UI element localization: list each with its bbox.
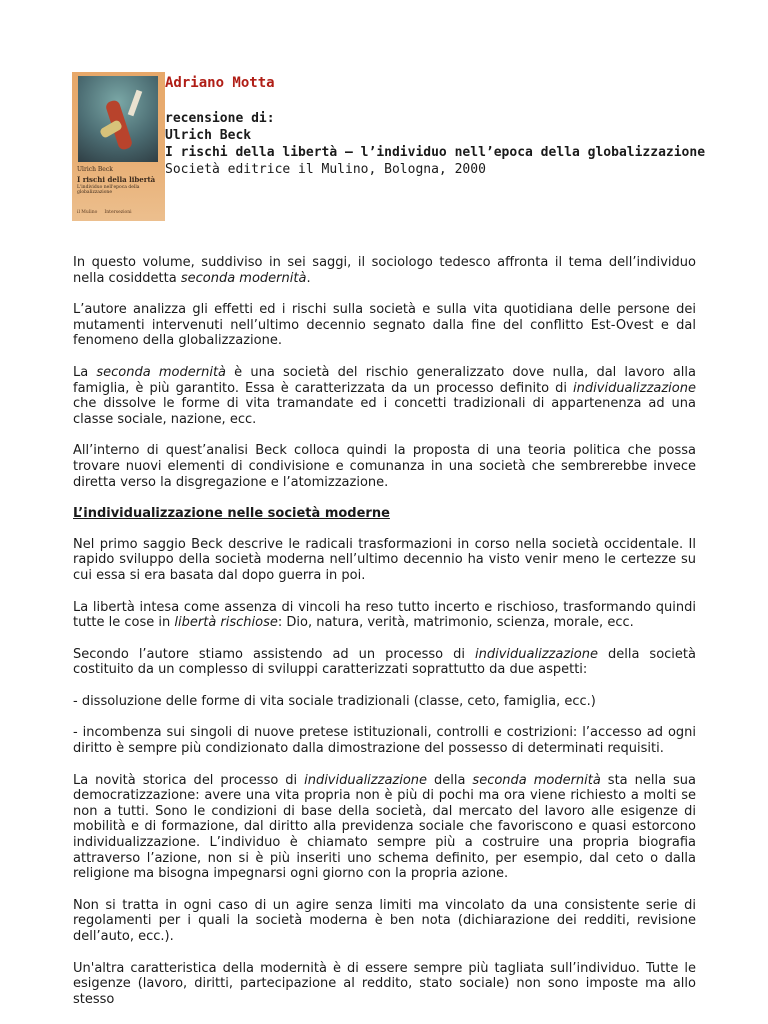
paragraph: [73, 365, 696, 427]
text-segment: Un'altra caratteristica della modernità è di essere sempre più tagliata sull’individuo. Tutte le esigenze (lavoro, diritti, partecipazione al reddito, stato sociale) non sono imposte ma allo stesso: [73, 960, 696, 1007]
book-cover: [72, 72, 165, 221]
text-segment: : Dio, natura, verità, matrimonio, scienza, morale, ecc.: [277, 615, 634, 631]
paragraph: [73, 961, 696, 1008]
text-segment: L’autore analizza gli effetti ed i rischi sulla società e sulla vita quotidiana delle persone dei mutamenti intervenuti nell’ultimo decennio segnato dalla fine del conflitto Est-Ovest e dal fenomeno della globalizzazione.: [73, 302, 696, 349]
text-segment: .: [306, 270, 311, 286]
cover-series: Intersezioni: [104, 210, 132, 215]
italic-text: seconda modernità: [180, 270, 307, 286]
paragraph: [73, 773, 696, 882]
paragraph: [73, 898, 696, 945]
italic-text: seconda modernità: [96, 364, 227, 380]
text-segment: che dissolve le forme di vita tramandate ed i concetti tradizionali di appartenenza ad una classe sociale, nazione, ecc.: [73, 396, 696, 427]
text-segment: - dissoluzione delle forme di vita sociale tradizionali (classe, ceto, famiglia, ecc.): [73, 693, 596, 709]
paragraph: [73, 725, 696, 756]
text-segment: - incombenza sui singoli di nuove pretese istituzionali, controlli e costrizioni: l’accesso ad ogni diritto è sempre più condizionato dalla dimostrazione del possesso di determinati requisiti.: [73, 725, 696, 757]
text-segment: della società costituito da un complesso di sviluppi caratterizzati soprattutto da due aspetti:: [73, 646, 696, 678]
paragraph: [73, 255, 696, 286]
review-label: recensione di:: [165, 111, 275, 126]
cover-photo: [78, 76, 158, 162]
paragraph: [73, 537, 696, 584]
cover-title: I rischi della libertà: [77, 175, 156, 184]
review-reference: [165, 110, 725, 178]
italic-text: seconda modernità: [472, 772, 601, 788]
paragraph: [73, 443, 696, 490]
review-author: Adriano Motta: [165, 75, 275, 91]
text-segment: sta nella sua democratizzazione: avere una vita propria non è più di pochi ma ora viene richiesto a molti se non a tutti. Sono le condizioni di base della società, dal mercato del lavoro alle esigenze di mobilità e di formazione, dal diritto alla previdenza sociale che favoriscono e quasi estorcono individualizzazione. L’individuo è chiamato sempre più a costruire una propria biografia attraverso l’azione, non si è più inseriti uno schema definito, per esempio, dal ceto o dalla religione ma bisogna impegnarsi ogni giorno con la propria azione.: [73, 772, 696, 882]
paragraph: [73, 647, 696, 678]
text-segment: è una società del rischio generalizzato dove nulla, dal lavoro alla famiglia, è più garantito. Essa è caratterizzata da un processo definito di: [73, 364, 696, 396]
paragraph: [73, 694, 696, 710]
cover-author: Ulrich Beck: [77, 166, 113, 173]
italic-text: individualizzazione: [573, 380, 696, 396]
cover-publisher: [77, 210, 132, 215]
text-segment: La: [73, 364, 97, 380]
italic-text: libertà rischiose: [174, 615, 278, 631]
section-heading: [73, 506, 696, 522]
paragraph: [73, 600, 696, 631]
text-segment: Nel primo saggio Beck descrive le radicali trasformazioni in corso nella società occidentale. Il rapido sviluppo della società moderna nell’ultimo decennio ha visto venir meno le certezze su cui essa si era basata dal dopo guerra in poi.: [73, 536, 696, 583]
cover-subtitle: L'individuo nell'epoca della globalizzazione: [77, 185, 140, 195]
text-segment: L’individualizzazione nelle società moderne: [73, 506, 390, 522]
text-segment: della: [427, 772, 473, 788]
text-segment: La libertà intesa come assenza di vincoli ha reso tutto incerto e rischioso, trasformando quindi tutte le cose in: [73, 599, 696, 631]
book-author: Ulrich Beck: [165, 128, 252, 143]
text-segment: In questo volume, suddiviso in sei saggi, il sociologo tedesco affronta il tema dell’individuo nella cosiddetta: [73, 255, 696, 286]
review-body: [73, 255, 696, 1023]
italic-text: individualizzazione: [304, 772, 428, 788]
text-segment: Non si tratta in ogni caso di un agire senza limiti ma vincolato da una consistente serie di regolamenti per i quali la società moderna è ben nota (dichiarazione dei redditi, revisione dell’auto, ecc.).: [73, 897, 696, 944]
text-segment: La novità storica del processo di: [73, 772, 305, 788]
paragraph: [73, 302, 696, 349]
text-segment: All’interno di quest’analisi Beck colloca quindi la proposta di una teoria politica che possa trovare nuovi elementi di condivisione e comunanza in una società che sembrerebbe invece diretta verso la disgregazione e l’atomizzazione.: [73, 443, 696, 490]
book-publisher: Società editrice il Mulino, Bologna, 2000: [165, 162, 486, 177]
cover-publisher-name: il Mulino: [77, 210, 98, 215]
text-segment: Secondo l’autore stiamo assistendo ad un processo di: [73, 646, 475, 662]
review-header: [165, 72, 725, 178]
book-title: I rischi della libertà – l’individuo nell’epoca della globalizzazione: [165, 145, 706, 160]
italic-text: individualizzazione: [475, 646, 598, 662]
